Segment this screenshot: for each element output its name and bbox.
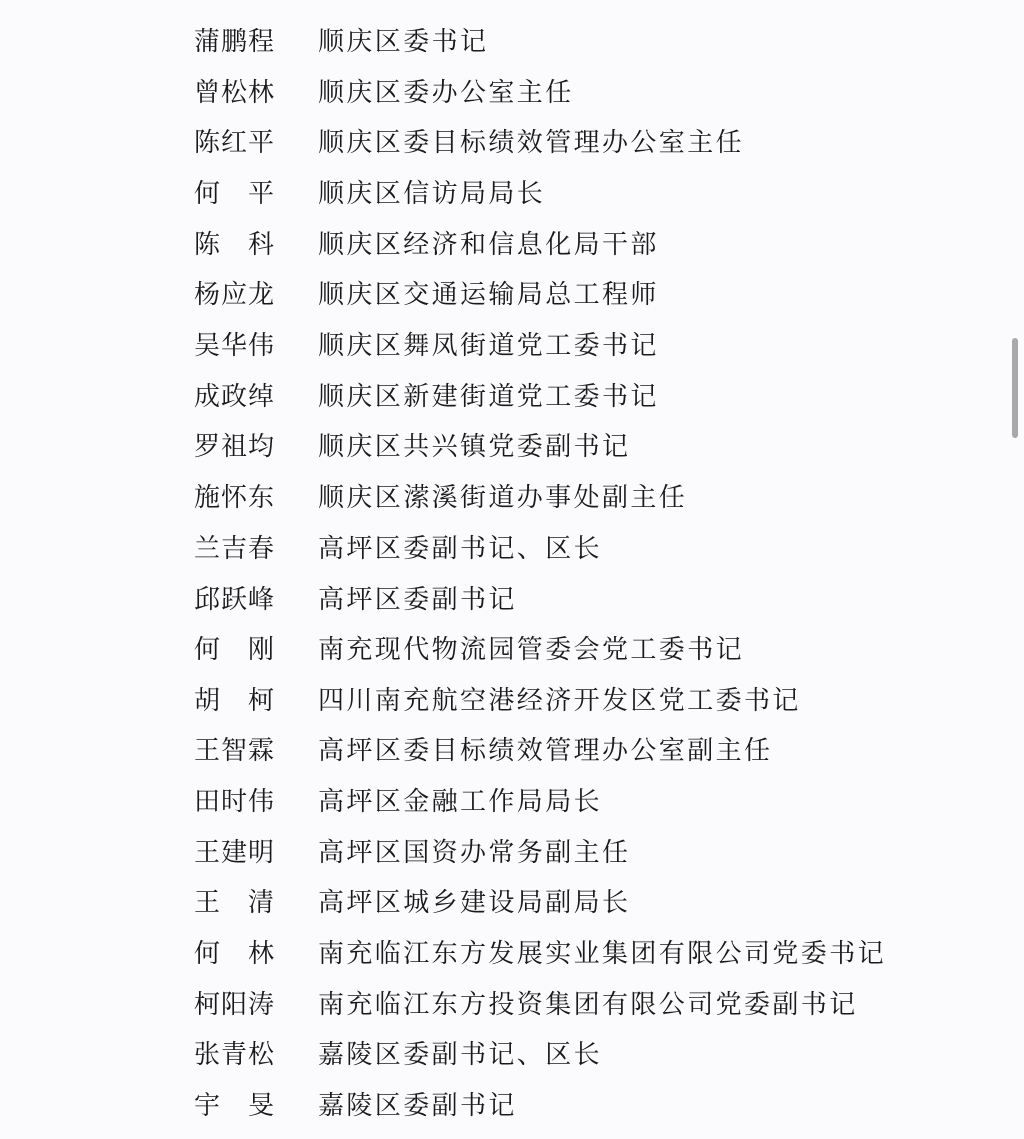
list-item	[0, 580, 1000, 620]
person-name: 宇 旻	[194, 1091, 276, 1121]
person-title: 顺庆区潆溪街道办事处副主任	[318, 483, 688, 513]
person-name: 王 清	[194, 888, 276, 918]
list-item	[0, 1035, 1000, 1075]
person-name: 曾松林	[194, 78, 276, 108]
person-title: 顺庆区委目标绩效管理办公室主任	[318, 128, 745, 158]
person-title: 顺庆区委书记	[318, 27, 489, 57]
list-item	[0, 833, 1000, 873]
list-item	[0, 934, 1000, 974]
person-title: 高坪区国资办常务副主任	[318, 838, 631, 868]
person-name: 吴华伟	[194, 331, 276, 361]
list-item	[0, 630, 1000, 670]
list-item	[0, 883, 1000, 923]
list-item	[0, 174, 1000, 214]
person-name: 田时伟	[194, 787, 276, 817]
person-name: 施怀东	[194, 483, 276, 513]
list-item	[0, 1086, 1000, 1126]
list-item	[0, 681, 1000, 721]
person-name: 邱跃峰	[194, 585, 276, 615]
person-name: 罗祖均	[194, 432, 276, 462]
person-title: 高坪区委目标绩效管理办公室副主任	[318, 736, 773, 766]
person-name: 胡 柯	[194, 686, 276, 716]
person-name: 陈 科	[194, 230, 276, 260]
person-title: 高坪区委副书记、区长	[318, 534, 603, 564]
person-name: 杨应龙	[194, 280, 276, 310]
person-name: 何 刚	[194, 635, 276, 665]
list-item	[0, 275, 1000, 315]
person-title: 南充临江东方投资集团有限公司党委副书记	[318, 990, 858, 1020]
person-name: 王智霖	[194, 736, 276, 766]
person-name: 张青松	[194, 1040, 276, 1070]
person-title: 高坪区金融工作局局长	[318, 787, 603, 817]
person-name: 柯阳涛	[194, 990, 276, 1020]
person-title: 南充现代物流园管委会党工委书记	[318, 635, 745, 665]
person-title: 四川南充航空港经济开发区党工委书记	[318, 686, 801, 716]
person-name: 蒲鹏程	[194, 27, 276, 57]
person-title: 顺庆区共兴镇党委副书记	[318, 432, 631, 462]
person-title: 高坪区委副书记	[318, 585, 517, 615]
person-name: 兰吉春	[194, 534, 276, 564]
person-name: 陈红平	[194, 128, 276, 158]
person-title: 顺庆区信访局局长	[318, 179, 546, 209]
person-title: 南充临江东方发展实业集团有限公司党委书记	[318, 939, 887, 969]
person-name: 成政绰	[194, 382, 276, 412]
list-item	[0, 225, 1000, 265]
person-name: 何 平	[194, 179, 276, 209]
list-item	[0, 985, 1000, 1025]
person-title: 顺庆区舞凤街道党工委书记	[318, 331, 659, 361]
person-title: 顺庆区经济和信息化局干部	[318, 230, 659, 260]
list-item	[0, 731, 1000, 771]
person-name: 何 林	[194, 939, 276, 969]
list-item	[0, 478, 1000, 518]
list-item	[0, 782, 1000, 822]
person-name: 王建明	[194, 838, 276, 868]
list-item	[0, 529, 1000, 569]
list-item	[0, 73, 1000, 113]
list-item	[0, 326, 1000, 366]
vertical-scrollbar[interactable]	[1012, 338, 1018, 438]
person-title: 顺庆区委办公室主任	[318, 78, 574, 108]
person-title: 顺庆区交通运输局总工程师	[318, 280, 659, 310]
list-item	[0, 377, 1000, 417]
list-item	[0, 427, 1000, 467]
list-item	[0, 22, 1000, 62]
person-title: 嘉陵区委副书记、区长	[318, 1040, 603, 1070]
person-title: 嘉陵区委副书记	[318, 1091, 517, 1121]
list-item	[0, 123, 1000, 163]
person-title: 顺庆区新建街道党工委书记	[318, 382, 659, 412]
person-title: 高坪区城乡建设局副局长	[318, 888, 631, 918]
